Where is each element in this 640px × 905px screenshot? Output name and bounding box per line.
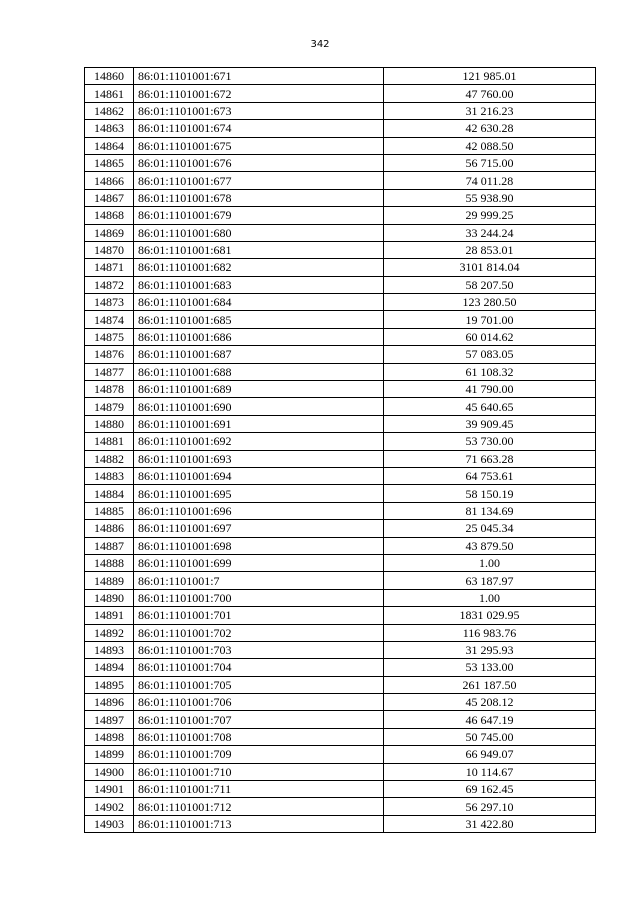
cadastral-number-cell: 86:01:1101001:707 (134, 711, 384, 728)
table-row (85, 554, 596, 571)
cadastral-value-cell: 64 753.61 (384, 467, 596, 484)
cadastral-value-cell: 57 083.05 (384, 346, 596, 363)
cadastral-number-cell: 86:01:1101001:705 (134, 676, 384, 693)
table-row (85, 363, 596, 380)
cadastral-value-cell: 29 999.25 (384, 207, 596, 224)
cadastral-value-cell: 39 909.45 (384, 415, 596, 432)
cadastral-number-cell: 86:01:1101001:706 (134, 694, 384, 711)
cadastral-value-cell: 58 150.19 (384, 485, 596, 502)
cadastral-value-cell: 56 715.00 (384, 154, 596, 171)
cadastral-number-cell: 86:01:1101001:671 (134, 68, 384, 85)
cadastral-value-cell: 45 208.12 (384, 694, 596, 711)
table-row (85, 137, 596, 154)
table-row (85, 415, 596, 432)
table-row (85, 381, 596, 398)
row-number-cell: 14899 (85, 746, 134, 763)
table-row (85, 676, 596, 693)
cadastral-number-cell: 86:01:1101001:697 (134, 520, 384, 537)
row-number-cell: 14896 (85, 694, 134, 711)
cadastral-number-cell: 86:01:1101001:682 (134, 259, 384, 276)
row-number-cell: 14871 (85, 259, 134, 276)
cadastral-value-cell: 43 879.50 (384, 537, 596, 554)
cadastral-number-cell: 86:01:1101001:7 (134, 572, 384, 589)
table-row (85, 694, 596, 711)
table-row (85, 68, 596, 85)
cadastral-value-cell: 53 730.00 (384, 433, 596, 450)
cadastral-number-cell: 86:01:1101001:703 (134, 641, 384, 658)
cadastral-number-cell: 86:01:1101001:686 (134, 328, 384, 345)
cadastral-number-cell: 86:01:1101001:694 (134, 467, 384, 484)
row-number-cell: 14873 (85, 294, 134, 311)
table-row (85, 502, 596, 519)
cadastral-value-cell: 261 187.50 (384, 676, 596, 693)
cadastral-value-cell: 46 647.19 (384, 711, 596, 728)
table-row (85, 485, 596, 502)
cadastral-number-cell: 86:01:1101001:677 (134, 172, 384, 189)
cadastral-number-cell: 86:01:1101001:685 (134, 311, 384, 328)
cadastral-value-cell: 31 295.93 (384, 641, 596, 658)
table-row (85, 102, 596, 119)
row-number-cell: 14879 (85, 398, 134, 415)
cadastral-value-cell: 69 162.45 (384, 781, 596, 798)
table-row (85, 537, 596, 554)
cadastral-number-cell: 86:01:1101001:680 (134, 224, 384, 241)
row-number-cell: 14889 (85, 572, 134, 589)
table-row (85, 572, 596, 589)
cadastral-number-cell: 86:01:1101001:696 (134, 502, 384, 519)
cadastral-value-cell: 123 280.50 (384, 294, 596, 311)
cadastral-number-cell: 86:01:1101001:691 (134, 415, 384, 432)
row-number-cell: 14872 (85, 276, 134, 293)
row-number-cell: 14875 (85, 328, 134, 345)
row-number-cell: 14897 (85, 711, 134, 728)
cadastral-value-cell: 71 663.28 (384, 450, 596, 467)
cadastral-value-cell: 56 297.10 (384, 798, 596, 815)
cadastral-number-cell: 86:01:1101001:710 (134, 763, 384, 780)
cadastral-number-cell: 86:01:1101001:713 (134, 815, 384, 832)
cadastral-value-cell: 31 216.23 (384, 102, 596, 119)
row-number-cell: 14862 (85, 102, 134, 119)
table-row (85, 85, 596, 102)
table-row (85, 746, 596, 763)
row-number-cell: 14884 (85, 485, 134, 502)
table-body (85, 68, 596, 833)
table-row (85, 398, 596, 415)
cadastral-value-cell: 1.00 (384, 589, 596, 606)
cadastral-value-cell: 10 114.67 (384, 763, 596, 780)
cadastral-value-cell: 116 983.76 (384, 624, 596, 641)
table-row (85, 346, 596, 363)
cadastral-value-cell: 81 134.69 (384, 502, 596, 519)
cadastral-number-cell: 86:01:1101001:709 (134, 746, 384, 763)
cadastral-number-cell: 86:01:1101001:675 (134, 137, 384, 154)
row-number-cell: 14867 (85, 189, 134, 206)
cadastral-number-cell: 86:01:1101001:693 (134, 450, 384, 467)
cadastral-number-cell: 86:01:1101001:700 (134, 589, 384, 606)
cadastral-value-cell: 41 790.00 (384, 381, 596, 398)
cadastral-value-cell: 74 011.28 (384, 172, 596, 189)
cadastral-value-cell: 19 701.00 (384, 311, 596, 328)
cadastral-number-cell: 86:01:1101001:695 (134, 485, 384, 502)
row-number-cell: 14863 (85, 120, 134, 137)
cadastral-number-cell: 86:01:1101001:698 (134, 537, 384, 554)
cadastral-value-cell: 3101 814.04 (384, 259, 596, 276)
table-row (85, 815, 596, 832)
cadastral-value-cell: 1831 029.95 (384, 607, 596, 624)
cadastral-value-cell: 33 244.24 (384, 224, 596, 241)
table-row (85, 641, 596, 658)
table-row (85, 711, 596, 728)
cadastral-number-cell: 86:01:1101001:674 (134, 120, 384, 137)
table-row (85, 781, 596, 798)
cadastral-number-cell: 86:01:1101001:676 (134, 154, 384, 171)
row-number-cell: 14903 (85, 815, 134, 832)
table-row (85, 798, 596, 815)
table-row (85, 433, 596, 450)
cadastral-number-cell: 86:01:1101001:690 (134, 398, 384, 415)
cadastral-value-table (84, 67, 596, 833)
row-number-cell: 14882 (85, 450, 134, 467)
row-number-cell: 14877 (85, 363, 134, 380)
cadastral-number-cell: 86:01:1101001:712 (134, 798, 384, 815)
cadastral-number-cell: 86:01:1101001:673 (134, 102, 384, 119)
row-number-cell: 14887 (85, 537, 134, 554)
cadastral-value-cell: 31 422.80 (384, 815, 596, 832)
table-row (85, 520, 596, 537)
page-number: 342 (310, 39, 330, 50)
row-number-cell: 14876 (85, 346, 134, 363)
cadastral-number-cell: 86:01:1101001:688 (134, 363, 384, 380)
cadastral-value-cell: 66 949.07 (384, 746, 596, 763)
cadastral-value-cell: 63 187.97 (384, 572, 596, 589)
table-row (85, 763, 596, 780)
table-row (85, 172, 596, 189)
cadastral-value-cell: 55 938.90 (384, 189, 596, 206)
table-row (85, 241, 596, 258)
row-number-cell: 14870 (85, 241, 134, 258)
cadastral-value-cell: 45 640.65 (384, 398, 596, 415)
row-number-cell: 14892 (85, 624, 134, 641)
row-number-cell: 14880 (85, 415, 134, 432)
table-row (85, 311, 596, 328)
table-row (85, 589, 596, 606)
row-number-cell: 14869 (85, 224, 134, 241)
cadastral-number-cell: 86:01:1101001:704 (134, 659, 384, 676)
cadastral-number-cell: 86:01:1101001:689 (134, 381, 384, 398)
table-row (85, 154, 596, 171)
table-row (85, 328, 596, 345)
row-number-cell: 14868 (85, 207, 134, 224)
cadastral-number-cell: 86:01:1101001:692 (134, 433, 384, 450)
cadastral-number-cell: 86:01:1101001:701 (134, 607, 384, 624)
row-number-cell: 14864 (85, 137, 134, 154)
row-number-cell: 14878 (85, 381, 134, 398)
table-row (85, 728, 596, 745)
cadastral-value-cell: 25 045.34 (384, 520, 596, 537)
row-number-cell: 14874 (85, 311, 134, 328)
cadastral-value-cell: 61 108.32 (384, 363, 596, 380)
table-row (85, 224, 596, 241)
row-number-cell: 14895 (85, 676, 134, 693)
cadastral-value-cell: 47 760.00 (384, 85, 596, 102)
table-row (85, 207, 596, 224)
cadastral-number-cell: 86:01:1101001:681 (134, 241, 384, 258)
row-number-cell: 14898 (85, 728, 134, 745)
row-number-cell: 14902 (85, 798, 134, 815)
cadastral-value-cell: 28 853.01 (384, 241, 596, 258)
row-number-cell: 14860 (85, 68, 134, 85)
row-number-cell: 14891 (85, 607, 134, 624)
row-number-cell: 14881 (85, 433, 134, 450)
row-number-cell: 14865 (85, 154, 134, 171)
cadastral-number-cell: 86:01:1101001:711 (134, 781, 384, 798)
cadastral-number-cell: 86:01:1101001:679 (134, 207, 384, 224)
row-number-cell: 14901 (85, 781, 134, 798)
cadastral-number-cell: 86:01:1101001:684 (134, 294, 384, 311)
cadastral-value-cell: 50 745.00 (384, 728, 596, 745)
cadastral-value-cell: 42 630.28 (384, 120, 596, 137)
row-number-cell: 14886 (85, 520, 134, 537)
table-row (85, 294, 596, 311)
table-row (85, 467, 596, 484)
cadastral-value-cell: 42 088.50 (384, 137, 596, 154)
cadastral-number-cell: 86:01:1101001:699 (134, 554, 384, 571)
table-row (85, 189, 596, 206)
cadastral-value-cell: 58 207.50 (384, 276, 596, 293)
table-row (85, 276, 596, 293)
cadastral-value-cell: 60 014.62 (384, 328, 596, 345)
table-row (85, 450, 596, 467)
row-number-cell: 14885 (85, 502, 134, 519)
table-row (85, 607, 596, 624)
row-number-cell: 14900 (85, 763, 134, 780)
table-row (85, 659, 596, 676)
cadastral-number-cell: 86:01:1101001:708 (134, 728, 384, 745)
row-number-cell: 14890 (85, 589, 134, 606)
table-row (85, 259, 596, 276)
cadastral-value-cell: 121 985.01 (384, 68, 596, 85)
row-number-cell: 14888 (85, 554, 134, 571)
table-row (85, 120, 596, 137)
cadastral-number-cell: 86:01:1101001:672 (134, 85, 384, 102)
cadastral-value-cell: 1.00 (384, 554, 596, 571)
row-number-cell: 14866 (85, 172, 134, 189)
cadastral-number-cell: 86:01:1101001:678 (134, 189, 384, 206)
row-number-cell: 14883 (85, 467, 134, 484)
row-number-cell: 14894 (85, 659, 134, 676)
cadastral-number-cell: 86:01:1101001:702 (134, 624, 384, 641)
row-number-cell: 14861 (85, 85, 134, 102)
cadastral-value-cell: 53 133.00 (384, 659, 596, 676)
table-row (85, 624, 596, 641)
cadastral-number-cell: 86:01:1101001:687 (134, 346, 384, 363)
row-number-cell: 14893 (85, 641, 134, 658)
cadastral-number-cell: 86:01:1101001:683 (134, 276, 384, 293)
